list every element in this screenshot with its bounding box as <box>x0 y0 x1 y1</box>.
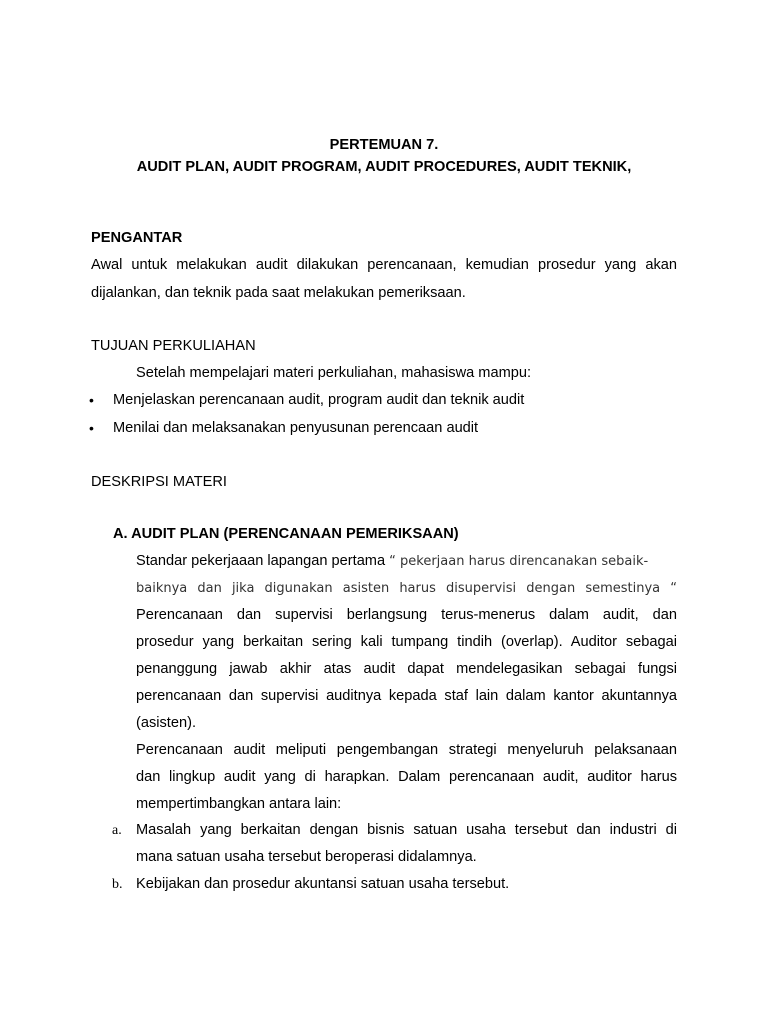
section-a-p1-line3: Perencanaan dan supervisi berlangsung terus-menerus dalam audit, dan <box>136 607 677 623</box>
section-a-p1-line4: prosedur yang berkaitan sering kali tumpang tindih (overlap). Auditor sebagai <box>136 634 677 650</box>
pengantar-heading: PENGANTAR <box>91 230 183 246</box>
tujuan-item-2: Menilai dan melaksanakan penyusunan perencaan audit <box>113 420 479 436</box>
page-title-line2: AUDIT PLAN, AUDIT PROGRAM, AUDIT PROCEDURES, AUDIT TEKNIK, <box>136 159 632 175</box>
bullet-icon: • <box>89 420 94 436</box>
section-a-p2-line2: dan lingkup audit yang di harapkan. Dalam perencanaan audit, auditor harus <box>136 769 677 785</box>
bullet-icon: • <box>89 392 94 408</box>
pengantar-line1: Awal untuk melakukan audit dilakukan perencanaan, kemudian prosedur yang akan <box>91 257 677 273</box>
list-item-b-line1: Kebijakan dan prosedur akuntansi satuan usaha tersebut. <box>136 876 510 892</box>
section-a-p1-line1-quote: “ pekerjaan harus direncanakan sebaik- <box>389 554 649 569</box>
section-a-p1-line2: baiknya dan jika digunakan asisten harus disupervisi dengan semestinya “ <box>136 581 677 596</box>
section-a-p1-line5: penanggung jawab akhir atas audit dapat mendelegasikan sebagai fungsi <box>136 661 677 677</box>
section-a-p2-line3: mempertimbangkan antara lain: <box>136 796 342 812</box>
tujuan-heading: TUJUAN PERKULIAHAN <box>91 338 256 354</box>
page-title-line1: PERTEMUAN 7. <box>329 137 439 153</box>
section-a-p1-line6: perencanaan dan supervisi auditnya kepada staf lain dalam kantor akuntannya <box>136 688 677 704</box>
section-a-p2-line1: Perencanaan audit meliputi pengembangan strategi menyeluruh pelaksanaan <box>136 742 677 758</box>
section-a-p1-line1 <box>136 553 648 569</box>
list-item-a-line2: mana satuan usaha tersebut beroperasi didalamnya. <box>136 849 477 865</box>
list-item-a-line1: Masalah yang berkaitan dengan bisnis satuan usaha tersebut dan industri di <box>136 822 677 838</box>
tujuan-item-1: Menjelaskan perencanaan audit, program audit dan teknik audit <box>113 392 525 408</box>
section-a-heading: A. AUDIT PLAN (PERENCANAAN PEMERIKSAAN) <box>113 526 459 542</box>
section-a-p1-line7: (asisten). <box>136 715 197 731</box>
list-marker-b: b. <box>112 877 123 892</box>
tujuan-intro: Setelah mempelajari materi perkuliahan, mahasiswa mampu: <box>136 365 532 381</box>
section-a-p1-line1-start: Standar pekerjaaan lapangan pertama <box>136 553 386 569</box>
pengantar-line2: dijalankan, dan teknik pada saat melakukan pemeriksaan. <box>91 285 466 301</box>
deskripsi-heading: DESKRIPSI MATERI <box>91 474 227 490</box>
list-marker-a: a. <box>112 823 122 838</box>
